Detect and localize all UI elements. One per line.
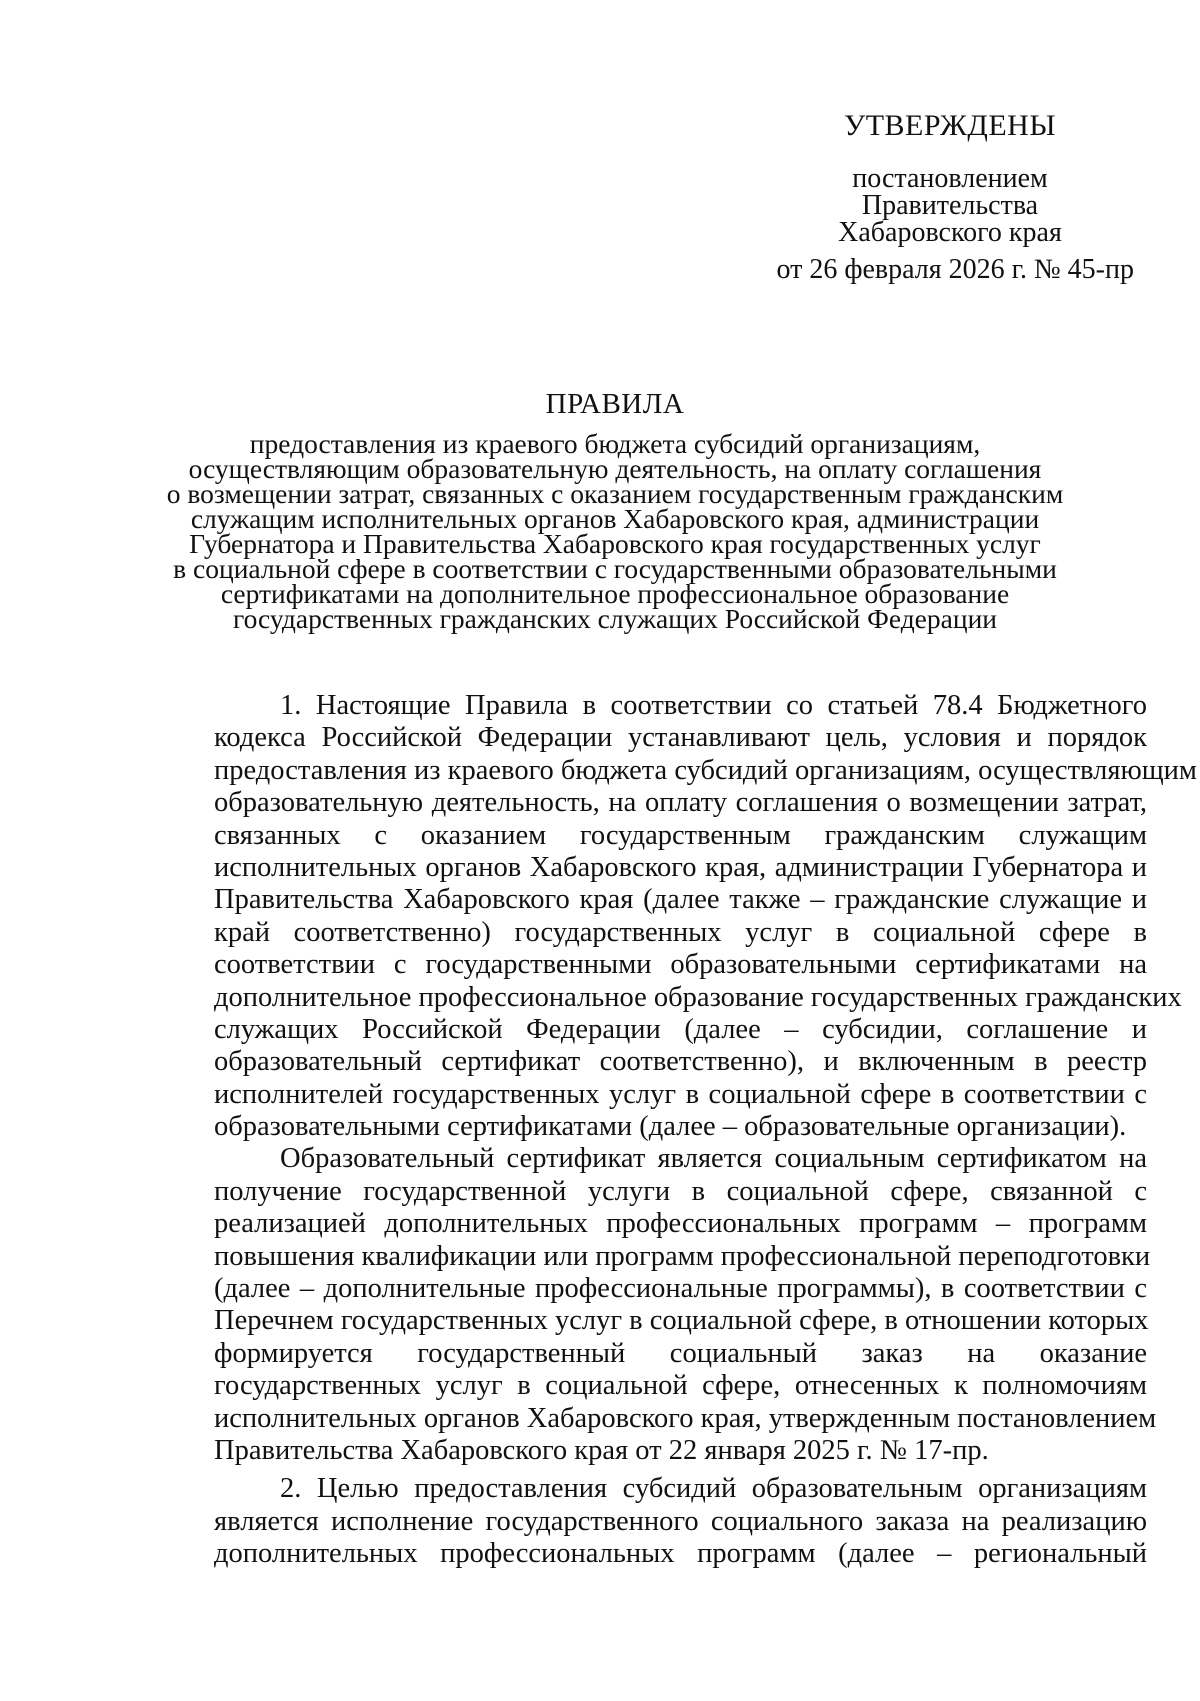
paragraph-2 [214, 1143, 1157, 1467]
approval-stamp [760, 109, 1140, 285]
subtitle-line: служащим исполнительных органов Хабаровского края, администрации [190, 503, 1040, 534]
approval-line: Правительства [861, 190, 1039, 221]
subtitle-line: сертификатами на дополнительное профессиональное образование [220, 578, 1010, 609]
approval-date: от 26 февраля 2026 г. № 45-пр [776, 254, 1134, 285]
text-line: предоставления из краевого бюджета субсидий организациям, осуществляющим [214, 754, 1197, 786]
text-line: связанных с оказанием государственным гражданским служащим [214, 819, 1147, 851]
text-line: исполнительных органов Хабаровского края, администрации Губернатора и [214, 851, 1147, 883]
paragraph-3 [214, 1473, 1147, 1570]
text-line: образовательную деятельность, на оплату соглашения о возмещении затрат, [214, 787, 1147, 819]
document-title-block [150, 388, 1080, 634]
text-line: исполнителей государственных услуг в социальной сфере в соответствии с [214, 1078, 1147, 1110]
text-line: Правительства Хабаровского края (далее также – гражданские служащие и [214, 884, 1147, 916]
document-title: ПРАВИЛА [545, 388, 685, 420]
approval-heading: УТВЕРЖДЕНЫ [843, 109, 1057, 142]
text-line: формируется государственный социальный заказ на оказание [214, 1337, 1147, 1369]
subtitle-line: осуществляющим образовательную деятельность, на оплату соглашения [188, 453, 1042, 484]
text-line: Образовательный сертификат является социальным сертификатом на [280, 1143, 1147, 1175]
text-line: Правительства Хабаровского края от 22 января 2025 г. № 17-пр. [214, 1434, 989, 1466]
text-line: 1. Настоящие Правила в соответствии со статьей 78.4 Бюджетного [280, 690, 1147, 721]
text-line: дополнительное профессиональное образование государственных гражданских [214, 981, 1182, 1013]
text-line: исполнительных органов Хабаровского края, утвержденным постановлением [214, 1402, 1157, 1434]
approval-line: постановлением [852, 163, 1048, 194]
subtitle-line: о возмещении затрат, связанных с оказанием государственным гражданским [166, 478, 1064, 509]
text-line: соответствии с государственными образовательными сертификатами на [214, 949, 1147, 981]
subtitle-line: Губернатора и Правительства Хабаровского края государственных услуг [189, 528, 1041, 559]
subtitle-line: государственных гражданских служащих Российской Федерации [233, 603, 997, 634]
text-line: кодекса Российской Федерации устанавливают цель, условия и порядок [214, 722, 1147, 754]
approval-line: Хабаровского края [838, 217, 1062, 248]
text-line: служащих Российской Федерации (далее – субсидии, соглашение и [214, 1013, 1147, 1045]
text-line: повышения квалификации или программ профессиональной переподготовки [214, 1240, 1151, 1272]
text-line: дополнительных профессиональных программ (далее – региональный [214, 1538, 1147, 1570]
text-line: Перечнем государственных услуг в социальной сфере, в отношении которых [214, 1305, 1149, 1337]
document-subtitle [150, 428, 1080, 634]
text-line: образовательными сертификатами (далее – образовательные организации). [214, 1111, 1127, 1143]
text-line: получение государственной услуги в социальной сфере, связанной с [214, 1175, 1147, 1207]
text-line: 2. Целью предоставления субсидий образовательным организациям [280, 1473, 1147, 1505]
text-line: край соответственно) государственных услуг в социальной сфере в [214, 916, 1147, 948]
text-line: государственных услуг в социальной сфере, отнесенных к полномочиям [214, 1370, 1147, 1402]
text-line: (далее – дополнительные профессиональные программы), в соответствии с [214, 1273, 1147, 1305]
subtitle-line: предоставления из краевого бюджета субсидий организациям, [249, 428, 981, 459]
subtitle-line: в социальной сфере в соответствии с государственными образовательными [173, 553, 1057, 584]
text-line: реализацией дополнительных профессиональных программ – программ [214, 1208, 1147, 1240]
text-line: является исполнение государственного социального заказа на реализацию [214, 1505, 1147, 1537]
document-body [214, 690, 1197, 1571]
paragraph-1 [214, 690, 1197, 1143]
text-line: образовательный сертификат соответственно), и включенным в реестр [214, 1046, 1147, 1078]
